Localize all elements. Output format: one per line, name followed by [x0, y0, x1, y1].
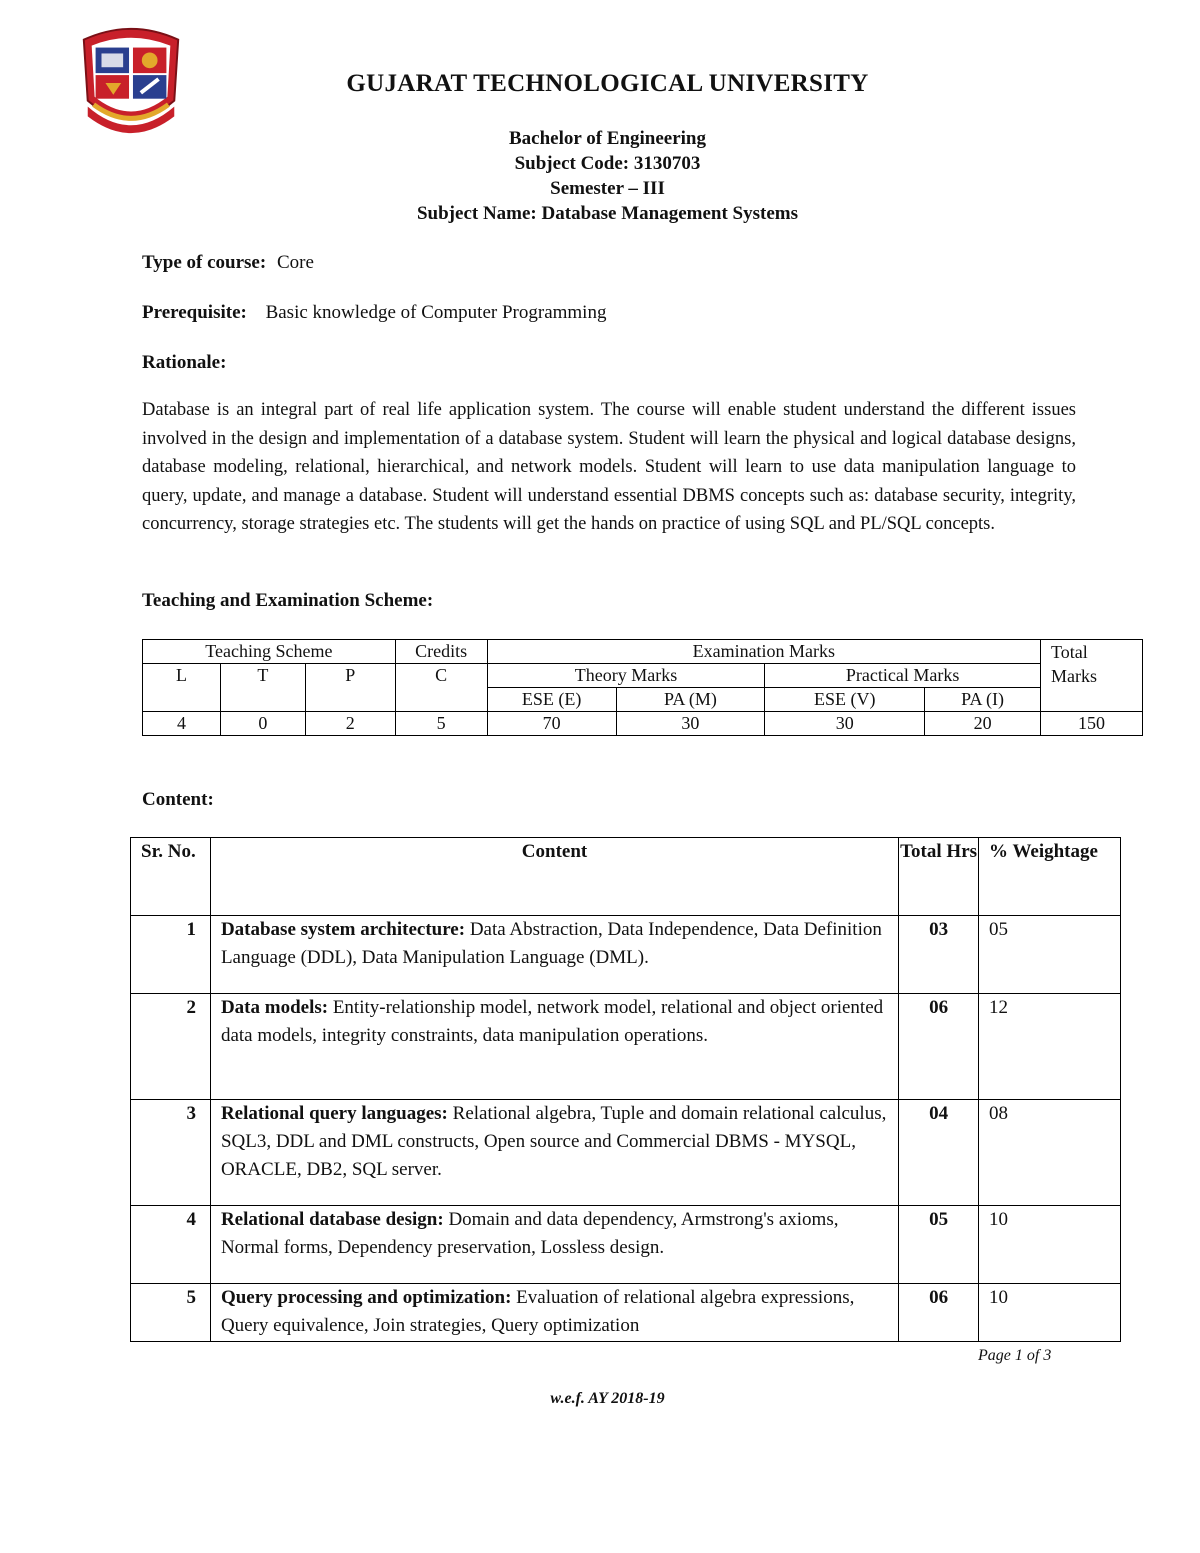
table-row — [131, 994, 1121, 1100]
row-text: Data Abstraction, Data Independence, Data Definition Language (DDL), Data Manipulation Language (DML). — [220, 919, 882, 968]
row-hrs: 06 — [899, 994, 979, 1100]
row-sr: 1 — [131, 916, 211, 994]
teaching-scheme-header: Teaching Scheme — [143, 640, 396, 664]
pa-i-header: PA (I) — [925, 688, 1041, 712]
row-content — [210, 1284, 898, 1342]
value-l: 4 — [143, 712, 221, 736]
degree: Bachelor of Engineering — [508, 128, 707, 149]
value-ese-v: 30 — [765, 712, 925, 736]
row-title: Relational database design: — [220, 1209, 444, 1230]
row-title: Relational query languages: — [220, 1103, 448, 1124]
row-text: Domain and data dependency, Armstrong's axioms, Normal forms, Dependency preservation, Lossless design. — [220, 1209, 839, 1258]
row-text: Evaluation of relational algebra expressions, Query equivalence, Join strategies, Query optimization — [220, 1287, 855, 1336]
row-content — [210, 994, 898, 1100]
scheme-heading: Teaching and Examination Scheme: — [142, 590, 434, 611]
table-row — [131, 916, 1121, 994]
table-row — [131, 1206, 1121, 1284]
total-hrs-header: Total Hrs — [899, 838, 979, 916]
row-text: Relational algebra, Tuple and domain relational calculus, SQL3, DDL and DML constructs, Open source and Commercial DBMS - MYSQL, ORACLE, DB2, SQL server. — [220, 1103, 887, 1180]
lecture-header: L — [143, 664, 221, 712]
row-hrs: 04 — [899, 1100, 979, 1206]
rationale-heading: Rationale: — [142, 352, 227, 373]
value-ese-e: 70 — [487, 712, 616, 736]
row-sr: 2 — [131, 994, 211, 1100]
row-content — [210, 1206, 898, 1284]
row-sr: 3 — [131, 1100, 211, 1206]
total-marks-header — [1041, 640, 1143, 712]
total-label: Total — [1051, 642, 1088, 662]
row-hrs: 03 — [899, 916, 979, 994]
type-of-course — [142, 252, 314, 274]
table-row — [131, 1100, 1121, 1206]
row-content — [210, 1100, 898, 1206]
row-hrs: 05 — [899, 1206, 979, 1284]
page-number: Page 1 of 3 — [978, 1347, 1052, 1364]
value-total: 150 — [1041, 712, 1143, 736]
table-row — [131, 1284, 1121, 1342]
row-title: Query processing and optimization: — [220, 1287, 512, 1308]
examination-marks-header: Examination Marks — [487, 640, 1040, 664]
ese-v-header: ESE (V) — [765, 688, 925, 712]
row-weight: 10 — [979, 1284, 1121, 1342]
effective-from: w.e.f. AY 2018-19 — [550, 1390, 665, 1407]
prerequisite-label: Prerequisite: — [142, 302, 247, 323]
row-sr: 5 — [131, 1284, 211, 1342]
credit-header: C — [395, 664, 487, 712]
row-hrs: 06 — [899, 1284, 979, 1342]
content-header: Content — [210, 838, 898, 916]
row-title: Database system architecture: — [220, 919, 466, 940]
row-title: Data models: — [220, 997, 329, 1018]
university-title: GUJARAT TECHNOLOGICAL UNIVERSITY — [346, 70, 869, 97]
rationale-text: Database is an integral part of real life application system. The course will enable student understand the different issues involved in the design and implementation of a database system. Student will learn the physical and logical database designs, database modeling, relational, hierarchical, and network models. Student will learn to use data manipulation language to query, update, and manage a database. Student will understand essential DBMS concepts such as: database security, integrity, concurrency, storage strategies etc. The students will get the hands on practice of using SQL and PL/SQL concepts. — [142, 400, 1076, 535]
value-c: 5 — [395, 712, 487, 736]
row-sr: 4 — [131, 1206, 211, 1284]
practical-marks-header: Practical Marks — [765, 664, 1041, 688]
row-weight: 12 — [979, 994, 1121, 1100]
content-table — [130, 837, 1121, 1342]
theory-marks-header: Theory Marks — [487, 664, 765, 688]
ese-e-header: ESE (E) — [487, 688, 616, 712]
pa-m-header: PA (M) — [616, 688, 765, 712]
row-weight: 10 — [979, 1206, 1121, 1284]
marks-label: Marks — [1051, 666, 1097, 686]
subject-code: Subject Code: 3130703 — [514, 153, 701, 174]
weightage-header: % Weightage — [979, 838, 1121, 916]
credits-header: Credits — [395, 640, 487, 664]
content-heading: Content: — [142, 789, 214, 810]
prerequisite — [142, 302, 606, 324]
value-pa-m: 30 — [616, 712, 765, 736]
semester: Semester – III — [550, 178, 665, 199]
subject-name: Subject Name: Database Management Systems — [416, 203, 798, 224]
type-of-course-label: Type of course: — [142, 252, 267, 273]
row-weight: 05 — [979, 916, 1121, 994]
practical-header: P — [305, 664, 395, 712]
value-t: 0 — [220, 712, 305, 736]
value-p: 2 — [305, 712, 395, 736]
row-text: Entity-relationship model, network model, relational and object oriented data models, integrity constraints, data manipulation operations. — [220, 997, 884, 1046]
row-weight: 08 — [979, 1100, 1121, 1206]
type-of-course-value: Core — [276, 252, 314, 273]
prerequisite-value: Basic knowledge of Computer Programming — [265, 302, 607, 323]
row-content — [210, 916, 898, 994]
sr-no-header: Sr. No. — [131, 838, 211, 916]
value-pa-i: 20 — [925, 712, 1041, 736]
teaching-exam-scheme-table — [142, 639, 1143, 736]
tutorial-header: T — [220, 664, 305, 712]
